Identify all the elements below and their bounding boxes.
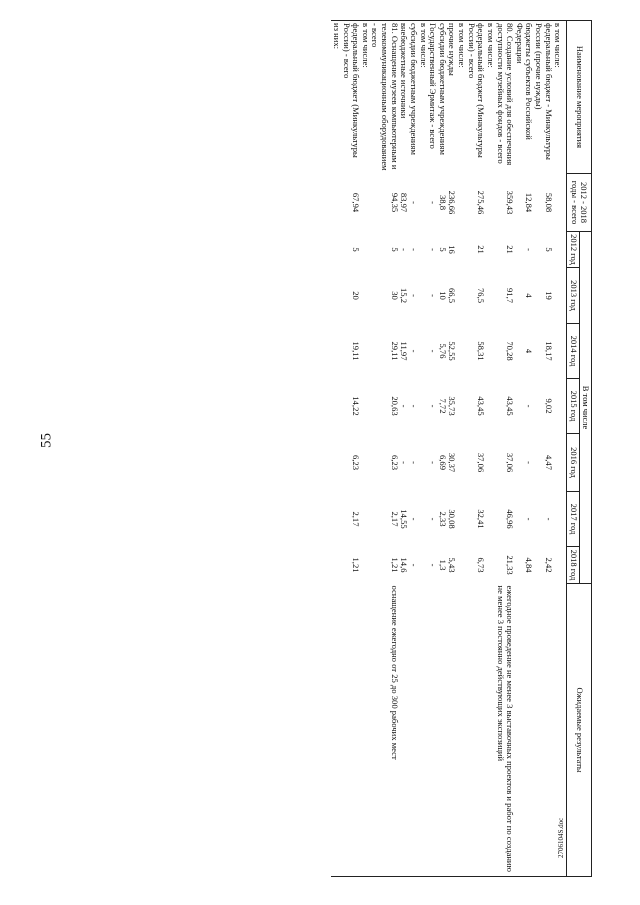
cell-y2017 <box>456 492 466 547</box>
cell-y2015 <box>456 379 466 434</box>
header-2015: 2015 год <box>567 379 579 434</box>
cell-y2018: - <box>408 563 419 567</box>
cell-y2014 <box>553 324 563 379</box>
table-row <box>533 21 552 877</box>
cell-y2016 <box>418 434 428 492</box>
table-row <box>418 21 428 877</box>
cell-y2017: 14,55 <box>399 509 410 529</box>
cell-y2015: 14,22 <box>351 396 362 416</box>
cell-total: 38,8 <box>437 194 448 211</box>
cell-total <box>456 174 466 232</box>
cell-y2013: 20 <box>351 291 362 300</box>
cell-y2018 <box>360 547 370 584</box>
page-number: 55 <box>38 433 55 448</box>
cell-result: оснащение ежегодно от 25 до 300 рабочих мест <box>370 584 399 877</box>
cell-result <box>341 584 360 877</box>
cell-result <box>466 584 485 877</box>
cell-total <box>485 174 495 232</box>
cell-y2018: 1,21 <box>389 557 400 573</box>
cell-y2017 <box>360 492 370 547</box>
header-2012: 2012 год <box>567 232 579 268</box>
table-row <box>370 21 399 877</box>
cell-y2015: 35,73 <box>447 396 458 416</box>
table-body <box>331 21 567 877</box>
cell-y2018: 21,33 <box>505 555 516 575</box>
header-results: Ожидаемые результаты <box>567 584 592 877</box>
cell-y2014 <box>456 324 466 379</box>
table-row <box>495 21 514 877</box>
cell-y2016: - <box>408 461 419 464</box>
cell-y2018: 1,21 <box>351 557 362 573</box>
cell-name: в том числе: <box>456 21 466 174</box>
cell-total: 359,43 <box>505 190 516 215</box>
cell-y2013: 76,5 <box>476 287 487 304</box>
table-row <box>399 21 409 877</box>
cell-y2013 <box>456 268 466 324</box>
cell-result <box>456 584 466 877</box>
cell-y2018 <box>456 547 466 584</box>
cell-y2016: - <box>399 461 410 464</box>
table-row <box>466 21 485 877</box>
file-name-footer: 2706104S.doc <box>557 817 565 858</box>
cell-total: 94,35 <box>389 192 400 213</box>
cell-result <box>447 584 457 877</box>
cell-y2018 <box>418 547 428 584</box>
cell-y2015: - <box>399 404 410 408</box>
cell-y2014 <box>360 324 370 379</box>
cell-y2012: 5 <box>389 247 400 252</box>
header-row-1 <box>579 21 591 877</box>
cell-y2014: - <box>428 349 439 353</box>
cell-y2018: - <box>428 563 439 567</box>
header-2013: 2013 год <box>567 268 579 324</box>
cell-y2013: - <box>428 294 439 297</box>
cell-result <box>533 584 552 877</box>
cell-y2018 <box>553 547 563 584</box>
table-row <box>485 21 495 877</box>
cell-y2016: 30,37 <box>447 452 458 473</box>
cell-y2016: 37,06 <box>505 452 516 473</box>
cell-result <box>437 584 447 877</box>
cell-total <box>331 174 341 232</box>
cell-name: 80. Создание условий для обеспечения доступности музейных фондов - всего <box>495 21 514 174</box>
cell-y2013 <box>360 268 370 324</box>
cell-name: бюджеты субъектов Российской Федерации <box>514 21 533 174</box>
cell-y2014 <box>485 324 495 379</box>
cell-name: в том числе: <box>485 21 495 174</box>
cell-y2012: - <box>428 248 439 251</box>
cell-name: Государственный Эрмитаж - всего <box>428 21 438 174</box>
cell-y2014: 70,28 <box>505 341 516 361</box>
cell-y2013: 91,7 <box>505 287 516 304</box>
cell-y2015: - <box>408 404 419 408</box>
cell-y2015: 43,45 <box>476 396 487 416</box>
cell-total: 83,97 <box>399 192 410 213</box>
header-name: Наименование мероприятия <box>567 21 592 174</box>
cell-y2014: 52,55 <box>447 341 458 361</box>
cell-result <box>485 584 495 877</box>
cell-y2013: 30 <box>389 291 400 300</box>
cell-name: федеральный бюджет (Минкультуры России) - всего <box>466 21 485 174</box>
cell-y2017: - <box>408 517 419 521</box>
cell-y2015 <box>553 379 563 434</box>
cell-y2018: 6,73 <box>476 557 487 573</box>
cell-y2014: 29,11 <box>389 341 400 361</box>
cell-y2012: - <box>524 248 535 251</box>
cell-y2013 <box>418 268 428 324</box>
cell-y2017: - <box>524 517 535 521</box>
table-row <box>437 21 447 877</box>
header-2014: 2014 год <box>567 324 579 379</box>
cell-y2014 <box>331 324 341 379</box>
cell-total: - <box>428 201 439 204</box>
cell-y2015 <box>331 379 341 434</box>
cell-result <box>360 584 370 877</box>
cell-name: из них: <box>331 21 341 174</box>
cell-y2016: 4,47 <box>543 454 554 471</box>
cell-y2016: 37,06 <box>476 452 487 473</box>
spacer-row <box>562 21 567 877</box>
cell-name: внебюджетные источники <box>399 21 409 174</box>
cell-name: субсидии бюджетным учреждениям <box>437 21 447 174</box>
cell-total: - <box>408 201 419 204</box>
cell-y2016 <box>485 434 495 492</box>
cell-y2016: - <box>428 461 439 464</box>
cell-y2015 <box>485 379 495 434</box>
cell-name: прочие нужды <box>447 21 457 174</box>
cell-y2016 <box>553 434 563 492</box>
cell-y2012: 21 <box>505 245 516 254</box>
cell-y2017: 30,08 <box>447 509 458 529</box>
cell-y2013: 4 <box>524 293 535 298</box>
cell-total: 236,66 <box>447 190 458 215</box>
table-row <box>341 21 360 877</box>
cell-y2017 <box>485 492 495 547</box>
cell-total: 67,94 <box>351 192 362 213</box>
rotated-table-sheet <box>62 20 592 876</box>
cell-y2016 <box>331 434 341 492</box>
cell-y2017: 2,33 <box>437 511 448 527</box>
cell-y2016 <box>360 434 370 492</box>
cell-y2014: 4 <box>524 348 535 354</box>
cell-y2013: 66,5 <box>447 287 458 304</box>
cell-y2016: 6,23 <box>351 454 362 471</box>
cell-name: в том числе: <box>553 21 563 174</box>
cell-total <box>553 174 563 232</box>
cell-y2017 <box>553 492 563 547</box>
cell-name: в том числе: <box>360 21 370 174</box>
table-row <box>408 21 418 877</box>
table-row <box>360 21 370 877</box>
cell-y2014: 18,17 <box>543 341 554 361</box>
program-table <box>331 20 592 877</box>
cell-y2015: 20,63 <box>389 396 400 416</box>
cell-total <box>418 174 428 232</box>
cell-y2018: 14,6 <box>399 557 410 573</box>
cell-y2016: 6,23 <box>389 454 400 471</box>
cell-y2015: - <box>524 404 535 408</box>
cell-result <box>331 584 341 877</box>
cell-y2014 <box>418 324 428 379</box>
cell-y2012 <box>456 232 466 268</box>
cell-y2017 <box>331 492 341 547</box>
header-total: 2012 - 2018 годы - всего <box>567 174 592 232</box>
cell-y2018: 2,42 <box>543 557 554 573</box>
cell-y2014: 58,31 <box>476 341 487 361</box>
cell-y2014: 11,97 <box>399 341 410 361</box>
cell-y2017: 2,17 <box>389 511 400 527</box>
cell-y2017: 46,96 <box>505 509 516 529</box>
cell-y2017: 2,17 <box>351 511 362 527</box>
cell-y2018 <box>485 547 495 584</box>
cell-y2015: 7,72 <box>437 398 448 414</box>
cell-result <box>418 584 428 877</box>
cell-y2012: 16 <box>447 245 458 254</box>
cell-y2018: 1,3 <box>437 559 448 571</box>
cell-y2012: - <box>408 248 419 251</box>
cell-result <box>408 584 418 877</box>
cell-y2015 <box>360 379 370 434</box>
header-including: В том числе <box>579 232 591 584</box>
cell-y2013: 19 <box>543 291 554 300</box>
cell-result <box>514 584 533 877</box>
cell-y2017: - <box>428 517 439 521</box>
cell-total: 275,46 <box>476 190 487 215</box>
cell-name: субсидии бюджетным учреждениям <box>408 21 418 174</box>
header-2018: 2018 год <box>567 547 579 584</box>
table-row <box>514 21 533 877</box>
cell-name: федеральный бюджет (Минкультуры России) - всего <box>341 21 360 174</box>
cell-result: ежегодное проведение не менее 3 выставочных проектов и работ по созданию не менее 3 постоянно действующих экспозиций <box>495 584 514 877</box>
cell-y2012 <box>331 232 341 268</box>
cell-y2012 <box>553 232 563 268</box>
header-2016: 2016 год <box>567 434 579 492</box>
cell-y2013: 15,2 <box>399 287 410 304</box>
cell-y2016: - <box>524 461 535 464</box>
table-row <box>553 21 563 877</box>
cell-result <box>399 584 409 877</box>
cell-y2015 <box>418 379 428 434</box>
cell-y2012: 5 <box>351 247 362 252</box>
table-row <box>447 21 457 877</box>
cell-y2016: 6,69 <box>437 454 448 471</box>
cell-y2016 <box>456 434 466 492</box>
cell-total <box>360 174 370 232</box>
cell-name: федеральный бюджет - Минкультуры России (прочие нужды) <box>533 21 552 174</box>
cell-y2017: 32,41 <box>476 509 487 529</box>
cell-y2013: - <box>408 294 419 297</box>
header-2017: 2017 год <box>567 492 579 547</box>
cell-y2017 <box>418 492 428 547</box>
cell-y2014: - <box>408 349 419 353</box>
cell-y2018: 5,43 <box>447 557 458 573</box>
cell-y2012 <box>485 232 495 268</box>
cell-y2013: 10 <box>437 291 448 300</box>
cell-y2012: 5 <box>543 247 554 252</box>
cell-y2015: 9,02 <box>543 398 554 414</box>
table-row <box>428 21 438 877</box>
cell-y2012 <box>360 232 370 268</box>
cell-y2014: 19,11 <box>351 341 362 361</box>
cell-y2018: 4,84 <box>524 557 535 573</box>
table-row <box>331 21 341 877</box>
cell-y2015: 43,45 <box>505 396 516 416</box>
cell-y2012 <box>418 232 428 268</box>
cell-y2012: 5 <box>437 247 448 252</box>
table-row <box>456 21 466 877</box>
cell-y2013 <box>553 268 563 324</box>
cell-y2012: 21 <box>476 245 487 254</box>
cell-y2017: - <box>543 517 554 521</box>
cell-y2015: - <box>428 404 439 408</box>
cell-y2018 <box>331 547 341 584</box>
cell-total: 58,08 <box>543 192 554 213</box>
cell-result <box>428 584 438 877</box>
cell-total: 12,84 <box>524 192 535 213</box>
cell-name: 81. Оснащение музеев компьютерным и телекоммуникационным оборудованием - всего <box>370 21 399 174</box>
cell-y2013 <box>331 268 341 324</box>
cell-y2013 <box>485 268 495 324</box>
cell-name: в том числе: <box>418 21 428 174</box>
cell-y2012: - <box>399 248 410 251</box>
cell-y2014: 5,76 <box>437 343 448 359</box>
